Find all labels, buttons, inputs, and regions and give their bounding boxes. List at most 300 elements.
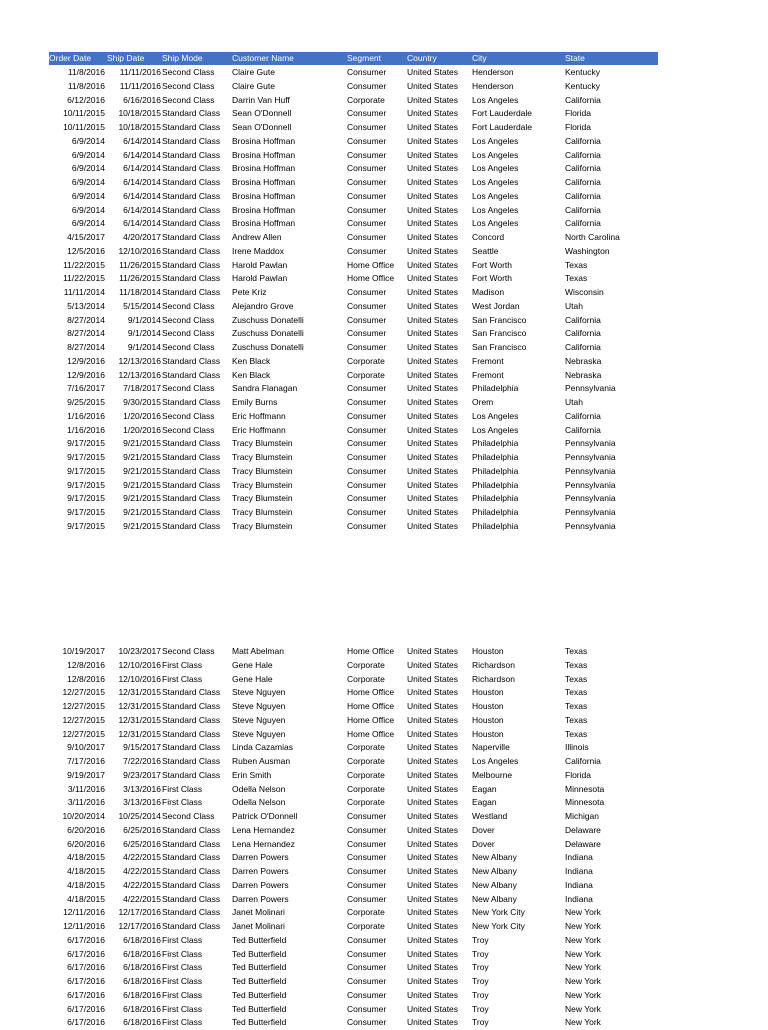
- city-cell[interactable]: New Albany: [472, 893, 517, 904]
- segment-cell[interactable]: Consumer: [347, 149, 387, 160]
- state-cell[interactable]: Indiana: [565, 866, 593, 876]
- segment-cell[interactable]: Corporate: [347, 369, 385, 380]
- state-cell[interactable]: Texas: [565, 714, 588, 725]
- ship-date-cell[interactable]: 11/11/2016: [119, 67, 161, 77]
- customer-name-cell[interactable]: Tracy Blumstein: [232, 507, 293, 517]
- order-date-cell[interactable]: 6/17/2016: [67, 934, 105, 945]
- city-cell[interactable]: Los Angeles: [472, 756, 519, 766]
- state-cell[interactable]: Florida: [565, 122, 591, 132]
- state-cell[interactable]: California: [565, 149, 601, 160]
- city-cell[interactable]: Philadelphia: [472, 479, 519, 490]
- state-cell[interactable]: Minnesota: [565, 797, 605, 808]
- segment-cell[interactable]: Corporate: [347, 769, 385, 780]
- ship-mode-cell[interactable]: Standard Class: [162, 438, 221, 449]
- ship-mode-cell[interactable]: Standard Class: [162, 355, 221, 366]
- city-cell[interactable]: Orem: [472, 397, 494, 407]
- segment-cell[interactable]: Home Office: [347, 714, 395, 725]
- segment-cell[interactable]: Consumer: [347, 177, 387, 187]
- customer-name-cell[interactable]: Ted Butterfield: [232, 989, 287, 1000]
- city-cell[interactable]: Richardson: [472, 673, 515, 684]
- ship-date-cell[interactable]: 4/22/2015: [123, 879, 161, 890]
- segment-cell[interactable]: Consumer: [347, 852, 387, 863]
- city-cell[interactable]: Troy: [472, 948, 489, 959]
- country-cell[interactable]: United States: [407, 687, 459, 698]
- ship-date-cell[interactable]: 11/18/2014: [119, 287, 161, 297]
- segment-cell[interactable]: Consumer: [347, 493, 387, 504]
- segment-cell[interactable]: Consumer: [347, 300, 387, 311]
- country-cell[interactable]: United States: [407, 934, 459, 945]
- ship-mode-cell[interactable]: Standard Class: [162, 465, 221, 476]
- ship-date-cell[interactable]: 12/31/2015: [118, 728, 161, 739]
- country-cell[interactable]: United States: [407, 245, 459, 256]
- state-cell[interactable]: Florida: [565, 108, 591, 119]
- city-cell[interactable]: Philadelphia: [472, 493, 519, 504]
- segment-cell[interactable]: Consumer: [347, 163, 387, 174]
- segment-cell[interactable]: Consumer: [347, 108, 387, 119]
- ship-mode-cell[interactable]: Standard Class: [162, 479, 221, 490]
- order-date-cell[interactable]: 9/17/2015: [67, 452, 105, 462]
- state-cell[interactable]: California: [565, 328, 601, 339]
- ship-mode-cell[interactable]: Second Class: [162, 811, 215, 821]
- ship-date-cell[interactable]: 3/13/2016: [123, 783, 161, 794]
- country-cell[interactable]: United States: [407, 948, 459, 959]
- ship-date-cell[interactable]: 6/25/2016: [123, 824, 161, 835]
- order-date-cell[interactable]: 4/15/2017: [67, 232, 105, 242]
- country-cell[interactable]: United States: [407, 742, 459, 753]
- segment-cell[interactable]: Corporate: [347, 783, 385, 794]
- customer-name-cell[interactable]: Gene Hale: [232, 673, 273, 684]
- order-date-cell[interactable]: 7/16/2017: [67, 383, 105, 394]
- customer-name-cell[interactable]: Tracy Blumstein: [232, 452, 293, 462]
- country-cell[interactable]: United States: [407, 163, 459, 174]
- ship-date-cell[interactable]: 6/25/2016: [123, 838, 161, 849]
- city-cell[interactable]: Westland: [472, 811, 508, 821]
- customer-name-cell[interactable]: Darren Powers: [232, 852, 289, 863]
- ship-mode-cell[interactable]: Second Class: [162, 646, 215, 656]
- segment-cell[interactable]: Consumer: [347, 67, 387, 77]
- state-cell[interactable]: California: [565, 135, 601, 146]
- ship-date-cell[interactable]: 12/17/2016: [118, 921, 161, 931]
- state-cell[interactable]: Delaware: [565, 824, 601, 835]
- ship-mode-cell[interactable]: Standard Class: [162, 507, 221, 517]
- ship-mode-cell[interactable]: First Class: [162, 797, 203, 808]
- country-cell[interactable]: United States: [407, 520, 459, 531]
- state-cell[interactable]: Utah: [565, 300, 583, 311]
- ship-mode-cell[interactable]: Standard Class: [162, 369, 221, 380]
- country-cell[interactable]: United States: [407, 108, 459, 119]
- customer-name-cell[interactable]: Janet Molinari: [232, 907, 285, 918]
- order-date-cell[interactable]: 6/9/2014: [71, 218, 105, 229]
- city-cell[interactable]: New York City: [472, 907, 525, 918]
- state-cell[interactable]: Nebraska: [565, 355, 602, 366]
- state-cell[interactable]: Pennsylvania: [565, 383, 616, 394]
- country-cell[interactable]: United States: [407, 976, 459, 986]
- segment-cell[interactable]: Consumer: [347, 397, 387, 407]
- segment-cell[interactable]: Consumer: [347, 811, 387, 821]
- customer-name-cell[interactable]: Ken Black: [232, 369, 271, 380]
- state-cell[interactable]: Pennsylvania: [565, 520, 616, 531]
- country-cell[interactable]: United States: [407, 438, 459, 449]
- ship-date-cell[interactable]: 12/31/2015: [118, 701, 161, 711]
- state-cell[interactable]: Delaware: [565, 838, 601, 849]
- ship-mode-cell[interactable]: Standard Class: [162, 907, 221, 918]
- segment-cell[interactable]: Corporate: [347, 797, 385, 808]
- state-cell[interactable]: Indiana: [565, 852, 593, 863]
- city-cell[interactable]: Fort Lauderdale: [472, 122, 533, 132]
- customer-name-cell[interactable]: Ted Butterfield: [232, 1017, 287, 1028]
- segment-cell[interactable]: Consumer: [347, 438, 387, 449]
- ship-mode-cell[interactable]: Standard Class: [162, 122, 221, 132]
- ship-mode-cell[interactable]: Standard Class: [162, 232, 221, 242]
- country-cell[interactable]: United States: [407, 659, 459, 670]
- order-date-cell[interactable]: 11/22/2015: [63, 273, 105, 284]
- city-cell[interactable]: Los Angeles: [472, 424, 519, 435]
- customer-name-cell[interactable]: Tracy Blumstein: [232, 479, 293, 490]
- segment-cell[interactable]: Consumer: [347, 245, 387, 256]
- ship-date-cell[interactable]: 6/14/2014: [123, 190, 161, 201]
- ship-mode-cell[interactable]: Standard Class: [162, 259, 221, 270]
- country-cell[interactable]: United States: [407, 921, 459, 931]
- city-cell[interactable]: Melbourne: [472, 769, 513, 780]
- city-cell[interactable]: San Francisco: [472, 314, 527, 325]
- order-date-cell[interactable]: 6/9/2014: [71, 135, 105, 146]
- country-cell[interactable]: United States: [407, 452, 459, 462]
- customer-name-cell[interactable]: Sandra Flanagan: [232, 383, 298, 394]
- segment-cell[interactable]: Home Office: [347, 273, 395, 284]
- ship-mode-cell[interactable]: Standard Class: [162, 218, 221, 229]
- city-cell[interactable]: Fort Worth: [472, 273, 512, 284]
- country-cell[interactable]: United States: [407, 410, 459, 421]
- country-cell[interactable]: United States: [407, 797, 459, 808]
- order-date-cell[interactable]: 6/17/2016: [67, 1003, 105, 1014]
- customer-name-cell[interactable]: Zuschuss Donatelli: [232, 314, 304, 325]
- order-date-cell[interactable]: 12/27/2015: [62, 701, 105, 711]
- customer-name-cell[interactable]: Harold Pawlan: [232, 273, 288, 284]
- segment-cell[interactable]: Consumer: [347, 204, 387, 215]
- ship-date-cell[interactable]: 9/15/2017: [123, 742, 161, 753]
- header-state[interactable]: State: [565, 53, 585, 63]
- ship-mode-cell[interactable]: Second Class: [162, 410, 215, 421]
- ship-mode-cell[interactable]: Standard Class: [162, 493, 221, 504]
- state-cell[interactable]: California: [565, 163, 601, 174]
- city-cell[interactable]: Houston: [472, 714, 504, 725]
- state-cell[interactable]: California: [565, 94, 601, 105]
- ship-mode-cell[interactable]: Standard Class: [162, 149, 221, 160]
- customer-name-cell[interactable]: Claire Gute: [232, 80, 275, 91]
- segment-cell[interactable]: Consumer: [347, 1003, 387, 1014]
- ship-date-cell[interactable]: 10/18/2015: [118, 108, 161, 119]
- order-date-cell[interactable]: 6/17/2016: [67, 989, 105, 1000]
- ship-date-cell[interactable]: 9/1/2014: [127, 314, 161, 325]
- customer-name-cell[interactable]: Zuschuss Donatelli: [232, 342, 304, 352]
- order-date-cell[interactable]: 6/9/2014: [71, 204, 105, 215]
- order-date-cell[interactable]: 12/9/2016: [67, 369, 105, 380]
- order-date-cell[interactable]: 10/20/2014: [62, 811, 105, 821]
- order-date-cell[interactable]: 11/22/2015: [63, 259, 105, 270]
- ship-mode-cell[interactable]: Standard Class: [162, 177, 221, 187]
- segment-cell[interactable]: Consumer: [347, 342, 387, 352]
- state-cell[interactable]: Texas: [565, 701, 588, 711]
- state-cell[interactable]: Michigan: [565, 811, 600, 821]
- order-date-cell[interactable]: 12/27/2015: [62, 728, 105, 739]
- state-cell[interactable]: New York: [565, 948, 601, 959]
- order-date-cell[interactable]: 6/17/2016: [67, 976, 105, 986]
- customer-name-cell[interactable]: Odella Nelson: [232, 783, 286, 794]
- order-date-cell[interactable]: 6/17/2016: [67, 1017, 105, 1028]
- order-date-cell[interactable]: 5/13/2014: [67, 300, 105, 311]
- order-date-cell[interactable]: 7/17/2016: [67, 756, 105, 766]
- segment-cell[interactable]: Consumer: [347, 452, 387, 462]
- state-cell[interactable]: Texas: [565, 673, 588, 684]
- ship-mode-cell[interactable]: Standard Class: [162, 742, 221, 753]
- header-ship-date[interactable]: Ship Date: [107, 53, 145, 63]
- country-cell[interactable]: United States: [407, 811, 459, 821]
- ship-date-cell[interactable]: 9/21/2015: [123, 479, 161, 490]
- segment-cell[interactable]: Consumer: [347, 122, 387, 132]
- ship-date-cell[interactable]: 9/21/2015: [123, 507, 161, 517]
- ship-mode-cell[interactable]: Standard Class: [162, 824, 221, 835]
- customer-name-cell[interactable]: Odella Nelson: [232, 797, 286, 808]
- ship-mode-cell[interactable]: Standard Class: [162, 204, 221, 215]
- ship-mode-cell[interactable]: Standard Class: [162, 893, 221, 904]
- order-date-cell[interactable]: 10/11/2015: [63, 122, 105, 132]
- ship-date-cell[interactable]: 6/18/2016: [123, 1003, 161, 1014]
- city-cell[interactable]: Philadelphia: [472, 438, 519, 449]
- customer-name-cell[interactable]: Brosina Hoffman: [232, 177, 296, 187]
- segment-cell[interactable]: Home Office: [347, 259, 395, 270]
- ship-date-cell[interactable]: 4/20/2017: [123, 232, 161, 242]
- state-cell[interactable]: Indiana: [565, 879, 593, 890]
- ship-date-cell[interactable]: 12/10/2016: [118, 245, 161, 256]
- city-cell[interactable]: Eagan: [472, 783, 497, 794]
- ship-date-cell[interactable]: 11/26/2015: [119, 259, 161, 270]
- city-cell[interactable]: Houston: [472, 701, 504, 711]
- ship-mode-cell[interactable]: First Class: [162, 659, 203, 670]
- city-cell[interactable]: Naperville: [472, 742, 510, 753]
- ship-mode-cell[interactable]: Standard Class: [162, 879, 221, 890]
- state-cell[interactable]: North Carolina: [565, 232, 620, 242]
- ship-mode-cell[interactable]: Standard Class: [162, 769, 221, 780]
- city-cell[interactable]: Henderson: [472, 80, 514, 91]
- header-country[interactable]: Country: [407, 53, 437, 63]
- customer-name-cell[interactable]: Claire Gute: [232, 67, 275, 77]
- ship-mode-cell[interactable]: Standard Class: [162, 838, 221, 849]
- ship-mode-cell[interactable]: First Class: [162, 962, 203, 973]
- state-cell[interactable]: New York: [565, 1003, 601, 1014]
- ship-date-cell[interactable]: 9/1/2014: [127, 328, 161, 339]
- city-cell[interactable]: New Albany: [472, 879, 517, 890]
- country-cell[interactable]: United States: [407, 94, 459, 105]
- country-cell[interactable]: United States: [407, 479, 459, 490]
- ship-date-cell[interactable]: 9/1/2014: [127, 342, 161, 352]
- country-cell[interactable]: United States: [407, 287, 459, 297]
- state-cell[interactable]: Pennsylvania: [565, 452, 616, 462]
- ship-mode-cell[interactable]: Standard Class: [162, 701, 221, 711]
- country-cell[interactable]: United States: [407, 149, 459, 160]
- order-date-cell[interactable]: 8/27/2014: [67, 342, 105, 352]
- country-cell[interactable]: United States: [407, 769, 459, 780]
- city-cell[interactable]: Philadelphia: [472, 452, 519, 462]
- country-cell[interactable]: United States: [407, 646, 459, 656]
- city-cell[interactable]: Troy: [472, 962, 489, 973]
- country-cell[interactable]: United States: [407, 866, 459, 876]
- country-cell[interactable]: United States: [407, 80, 459, 91]
- ship-date-cell[interactable]: 4/22/2015: [123, 893, 161, 904]
- customer-name-cell[interactable]: Ken Black: [232, 355, 271, 366]
- city-cell[interactable]: Los Angeles: [472, 94, 519, 105]
- state-cell[interactable]: Texas: [565, 687, 588, 698]
- customer-name-cell[interactable]: Ted Butterfield: [232, 948, 287, 959]
- customer-name-cell[interactable]: Lena Hernandez: [232, 824, 295, 835]
- customer-name-cell[interactable]: Tracy Blumstein: [232, 465, 293, 476]
- ship-mode-cell[interactable]: First Class: [162, 976, 203, 986]
- customer-name-cell[interactable]: Ruben Ausman: [232, 756, 291, 766]
- ship-date-cell[interactable]: 9/30/2015: [123, 397, 161, 407]
- order-date-cell[interactable]: 12/5/2016: [67, 245, 105, 256]
- country-cell[interactable]: United States: [407, 424, 459, 435]
- customer-name-cell[interactable]: Ted Butterfield: [232, 962, 287, 973]
- ship-date-cell[interactable]: 6/14/2014: [123, 163, 161, 174]
- ship-mode-cell[interactable]: Standard Class: [162, 135, 221, 146]
- ship-mode-cell[interactable]: Standard Class: [162, 728, 221, 739]
- ship-date-cell[interactable]: 5/15/2014: [123, 300, 161, 311]
- ship-mode-cell[interactable]: Second Class: [162, 342, 215, 352]
- customer-name-cell[interactable]: Sean O'Donnell: [232, 108, 292, 119]
- segment-cell[interactable]: Consumer: [347, 135, 387, 146]
- state-cell[interactable]: Pennsylvania: [565, 438, 616, 449]
- order-date-cell[interactable]: 9/17/2015: [67, 493, 105, 504]
- country-cell[interactable]: United States: [407, 300, 459, 311]
- ship-mode-cell[interactable]: Standard Class: [162, 687, 221, 698]
- customer-name-cell[interactable]: Ted Butterfield: [232, 934, 287, 945]
- country-cell[interactable]: United States: [407, 218, 459, 229]
- order-date-cell[interactable]: 4/18/2015: [67, 893, 105, 904]
- ship-date-cell[interactable]: 12/10/2016: [118, 673, 161, 684]
- state-cell[interactable]: Kentucky: [565, 80, 600, 91]
- header-ship-mode[interactable]: Ship Mode: [162, 53, 203, 63]
- city-cell[interactable]: Los Angeles: [472, 135, 519, 146]
- state-cell[interactable]: Texas: [565, 646, 588, 656]
- country-cell[interactable]: United States: [407, 259, 459, 270]
- segment-cell[interactable]: Consumer: [347, 465, 387, 476]
- segment-cell[interactable]: Consumer: [347, 879, 387, 890]
- country-cell[interactable]: United States: [407, 962, 459, 973]
- city-cell[interactable]: Houston: [472, 728, 504, 739]
- country-cell[interactable]: United States: [407, 893, 459, 904]
- ship-date-cell[interactable]: 6/18/2016: [123, 948, 161, 959]
- ship-mode-cell[interactable]: Standard Class: [162, 245, 221, 256]
- country-cell[interactable]: United States: [407, 204, 459, 215]
- segment-cell[interactable]: Consumer: [347, 1017, 387, 1028]
- city-cell[interactable]: Philadelphia: [472, 507, 519, 517]
- country-cell[interactable]: United States: [407, 783, 459, 794]
- ship-date-cell[interactable]: 12/17/2016: [118, 907, 161, 918]
- customer-name-cell[interactable]: Tracy Blumstein: [232, 493, 293, 504]
- order-date-cell[interactable]: 12/11/2016: [63, 921, 105, 931]
- order-date-cell[interactable]: 12/8/2016: [67, 673, 105, 684]
- ship-mode-cell[interactable]: Second Class: [162, 314, 215, 325]
- order-date-cell[interactable]: 12/11/2016: [63, 907, 105, 918]
- ship-date-cell[interactable]: 9/23/2017: [123, 769, 161, 780]
- order-date-cell[interactable]: 1/16/2016: [67, 410, 105, 421]
- segment-cell[interactable]: Consumer: [347, 314, 387, 325]
- order-date-cell[interactable]: 8/27/2014: [67, 328, 105, 339]
- city-cell[interactable]: Concord: [472, 232, 505, 242]
- customer-name-cell[interactable]: Brosina Hoffman: [232, 149, 296, 160]
- state-cell[interactable]: New York: [565, 1017, 601, 1028]
- segment-cell[interactable]: Consumer: [347, 218, 387, 229]
- city-cell[interactable]: San Francisco: [472, 342, 527, 352]
- state-cell[interactable]: Kentucky: [565, 67, 600, 77]
- ship-mode-cell[interactable]: Second Class: [162, 383, 215, 394]
- segment-cell[interactable]: Corporate: [347, 742, 385, 753]
- ship-date-cell[interactable]: 7/22/2016: [123, 756, 161, 766]
- order-date-cell[interactable]: 11/11/2014: [63, 287, 105, 297]
- state-cell[interactable]: California: [565, 204, 601, 215]
- country-cell[interactable]: United States: [407, 824, 459, 835]
- country-cell[interactable]: United States: [407, 756, 459, 766]
- state-cell[interactable]: California: [565, 756, 601, 766]
- segment-cell[interactable]: Consumer: [347, 962, 387, 973]
- city-cell[interactable]: Troy: [472, 1003, 489, 1014]
- country-cell[interactable]: United States: [407, 507, 459, 517]
- country-cell[interactable]: United States: [407, 879, 459, 890]
- ship-mode-cell[interactable]: First Class: [162, 1017, 203, 1028]
- city-cell[interactable]: Henderson: [472, 67, 514, 77]
- ship-date-cell[interactable]: 6/18/2016: [123, 934, 161, 945]
- header-order-date[interactable]: Order Date: [49, 53, 92, 63]
- segment-cell[interactable]: Consumer: [347, 328, 387, 339]
- ship-mode-cell[interactable]: Second Class: [162, 424, 215, 435]
- country-cell[interactable]: United States: [407, 328, 459, 339]
- customer-name-cell[interactable]: Linda Cazamias: [232, 742, 293, 753]
- ship-mode-cell[interactable]: Standard Class: [162, 397, 221, 407]
- ship-date-cell[interactable]: 9/21/2015: [123, 465, 161, 476]
- country-cell[interactable]: United States: [407, 465, 459, 476]
- state-cell[interactable]: Pennsylvania: [565, 493, 616, 504]
- country-cell[interactable]: United States: [407, 714, 459, 725]
- segment-cell[interactable]: Consumer: [347, 232, 387, 242]
- customer-name-cell[interactable]: Irene Maddox: [232, 245, 284, 256]
- order-date-cell[interactable]: 12/9/2016: [67, 355, 105, 366]
- country-cell[interactable]: United States: [407, 989, 459, 1000]
- customer-name-cell[interactable]: Steve Nguyen: [232, 714, 286, 725]
- segment-cell[interactable]: Corporate: [347, 921, 385, 931]
- segment-cell[interactable]: Home Office: [347, 728, 395, 739]
- order-date-cell[interactable]: 9/25/2015: [67, 397, 105, 407]
- segment-cell[interactable]: Corporate: [347, 94, 385, 105]
- segment-cell[interactable]: Consumer: [347, 80, 387, 91]
- segment-cell[interactable]: Consumer: [347, 383, 387, 394]
- segment-cell[interactable]: Home Office: [347, 701, 395, 711]
- country-cell[interactable]: United States: [407, 838, 459, 849]
- customer-name-cell[interactable]: Steve Nguyen: [232, 701, 286, 711]
- ship-date-cell[interactable]: 10/18/2015: [118, 122, 161, 132]
- state-cell[interactable]: Illinois: [565, 742, 589, 753]
- customer-name-cell[interactable]: Alejandro Grove: [232, 300, 294, 311]
- city-cell[interactable]: Richardson: [472, 659, 515, 670]
- ship-mode-cell[interactable]: Second Class: [162, 67, 215, 77]
- segment-cell[interactable]: Consumer: [347, 520, 387, 531]
- ship-mode-cell[interactable]: First Class: [162, 1003, 203, 1014]
- customer-name-cell[interactable]: Brosina Hoffman: [232, 218, 296, 229]
- ship-date-cell[interactable]: 6/18/2016: [123, 989, 161, 1000]
- city-cell[interactable]: Dover: [472, 838, 495, 849]
- segment-cell[interactable]: Consumer: [347, 507, 387, 517]
- city-cell[interactable]: Philadelphia: [472, 383, 519, 394]
- customer-name-cell[interactable]: Harold Pawlan: [232, 259, 288, 270]
- customer-name-cell[interactable]: Eric Hoffmann: [232, 410, 286, 421]
